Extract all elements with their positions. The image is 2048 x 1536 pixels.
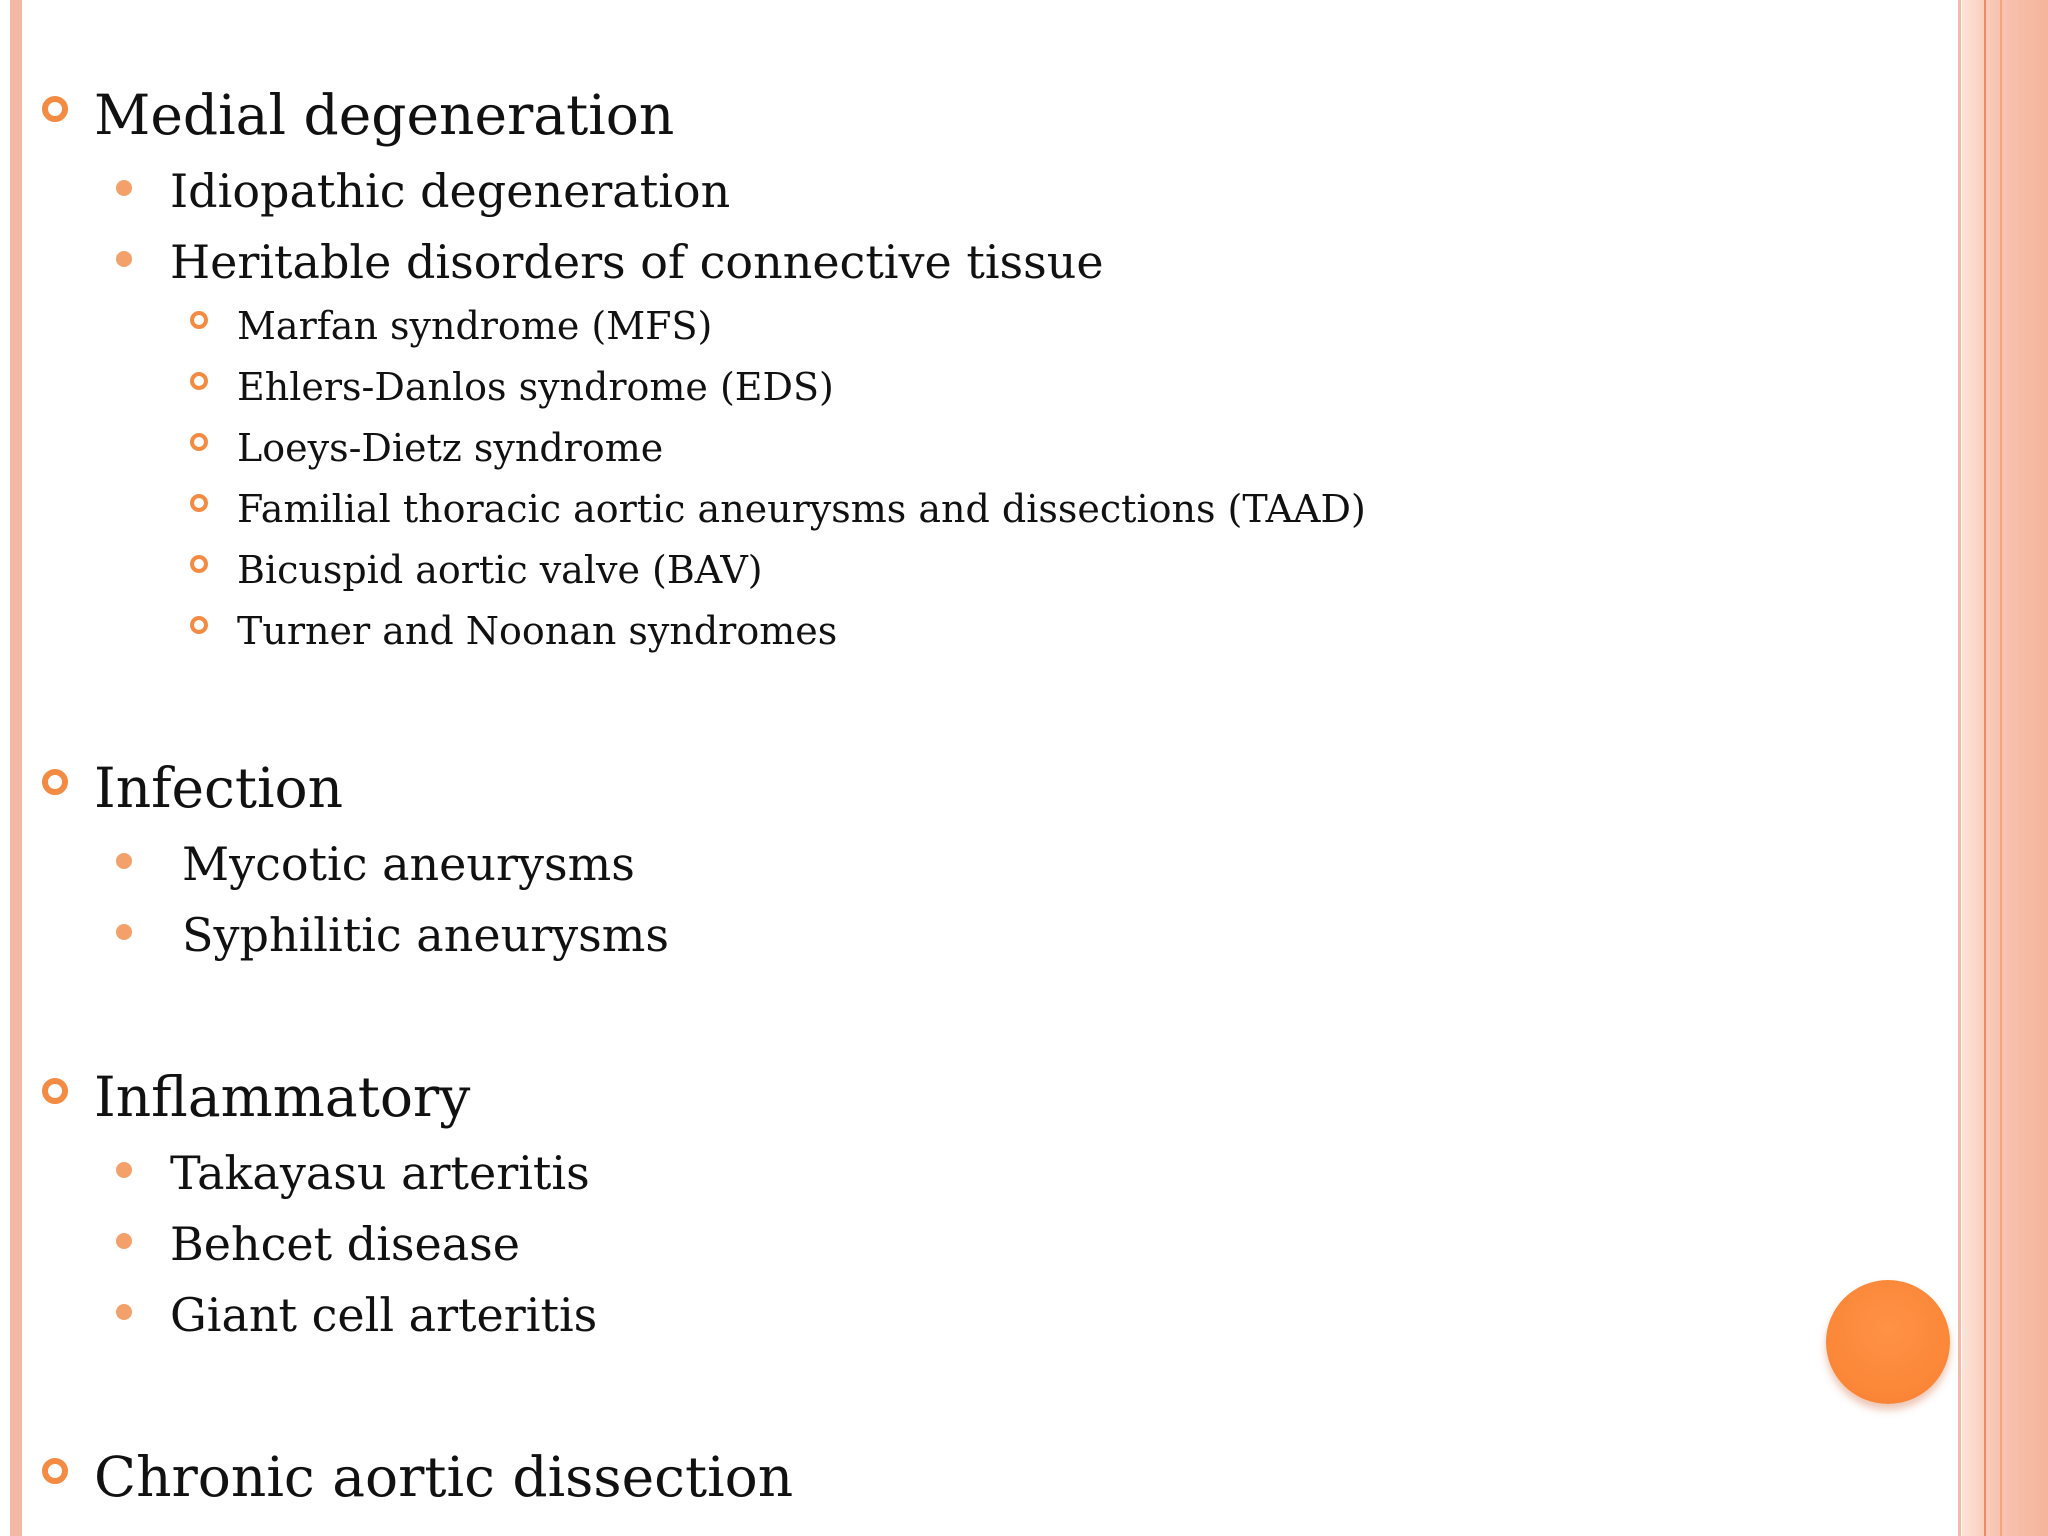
ring-bullet-icon [190,433,208,451]
section-heading: Chronic aortic dissection [94,1445,794,1509]
ring-bullet-icon [190,372,208,390]
right-border-line [1984,0,1986,1536]
dot-bullet-icon [116,251,132,267]
section-heading: Inflammatory [94,1065,471,1129]
ring-bullet-icon [190,555,208,573]
sub-list-item: Bicuspid aortic valve (BAV) [237,548,763,592]
section-heading: Infection [94,756,344,820]
left-border-bar [10,0,22,1536]
ring-bullet-icon [42,1078,68,1104]
dot-bullet-icon [116,1304,132,1320]
ring-bullet-icon [190,616,208,634]
ring-bullet-icon [42,769,68,795]
list-item: Syphilitic aneurysms [182,908,669,962]
list-item: Mycotic aneurysms [182,837,635,891]
ring-bullet-icon [42,1458,68,1484]
dot-bullet-icon [116,924,132,940]
section-heading: Medial degeneration [94,83,675,147]
ring-bullet-icon [42,96,68,122]
right-border-panel [1962,0,2048,1536]
dot-bullet-icon [116,180,132,196]
dot-bullet-icon [116,1233,132,1249]
list-item: Heritable disorders of connective tissue [170,235,1104,289]
sub-list-item: Turner and Noonan syndromes [237,609,838,653]
sub-list-item: Marfan syndrome (MFS) [237,304,713,348]
ring-bullet-icon [190,311,208,329]
sub-list-item: Ehlers-Danlos syndrome (EDS) [237,365,834,409]
sub-list-item: Familial thoracic aortic aneurysms and dissections (TAAD) [237,487,1366,531]
list-item: Behcet disease [170,1217,520,1271]
right-border-line [1958,0,1961,1536]
list-item: Idiopathic degeneration [170,164,731,218]
dot-bullet-icon [116,1162,132,1178]
right-border-line [2000,0,2002,1536]
ring-bullet-icon [190,494,208,512]
decorative-orange-circle [1826,1280,1950,1404]
sub-list-item: Loeys-Dietz syndrome [237,426,664,470]
list-item: Takayasu arteritis [170,1146,590,1200]
list-item: Giant cell arteritis [170,1288,598,1342]
dot-bullet-icon [116,853,132,869]
